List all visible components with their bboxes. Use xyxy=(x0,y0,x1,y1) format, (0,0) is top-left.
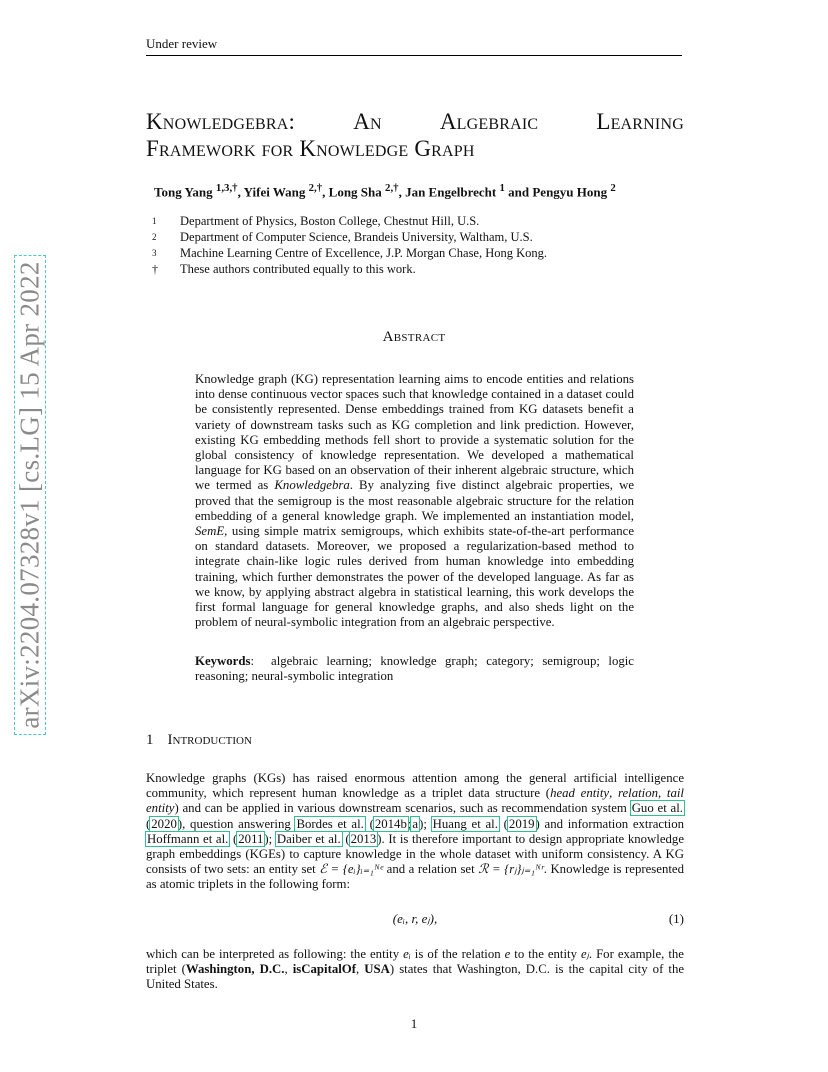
keywords-label: Keywords xyxy=(195,654,251,668)
title-line-1 xyxy=(146,108,684,135)
equation-1 xyxy=(146,911,684,927)
citation-year-link[interactable]: 2014b xyxy=(374,816,407,831)
title-word: Knowledgebra: xyxy=(146,109,296,134)
affiliation-text: Department of Physics, Boston College, Chestnut Hill, U.S. xyxy=(180,214,480,228)
arxiv-stamp[interactable] xyxy=(14,255,46,735)
math-symbol: e xyxy=(504,947,511,961)
section-number: 1 xyxy=(146,732,154,748)
affiliation-item xyxy=(152,245,547,261)
affiliation-text: These authors contributed equally to this work. xyxy=(180,262,416,276)
intro-paragraph: Knowledge graphs (KGs) has raised enormous attention among the general artificial intelligence community, which represent human knowledge as a triplet data structure (head entity, relation, tail entity) and can be applied in various downstream scenarios, such as recommendation system Guo et al. (2020), question answering Bordes et al. (2014b;a); Huang et al. (2019) and information extraction Hoffmann et al. (2011); Daiber et al. (2013). It is therefore important to design appropriate knowledge graph embeddings (KGEs) to capture knowledge in the whole dataset with uniform consistency. A KG consists of two sets: an entity set ℰ = {eᵢ}ᵢ₌₁ᴺᵉ and a relation set ℛ = {rⱼ}ⱼ₌₁ᴺʳ. Knowledge is represented as atomic triplets in the following form: xyxy=(146,771,685,892)
intro-emphasis: relation xyxy=(617,786,659,801)
citation-link[interactable]: Hoffmann et al. xyxy=(147,831,229,846)
running-head: Under review xyxy=(146,36,682,56)
paragraph-text: is of the relation xyxy=(410,947,505,961)
intro-text: ; xyxy=(268,831,276,846)
author-name: Jan Engelbrecht xyxy=(405,184,497,200)
author-name: Pengyu Hong xyxy=(532,184,608,200)
example-paragraph xyxy=(146,947,684,993)
citation-year-link[interactable]: 2011 xyxy=(238,831,264,846)
intro-text: ; xyxy=(423,816,432,831)
math-symbol: eᵢ xyxy=(403,947,411,961)
equation-number: (1) xyxy=(668,911,684,926)
arxiv-identifier[interactable]: arXiv:2204.07328v1 [cs.LG] 15 Apr 2022 xyxy=(14,261,45,729)
affiliation-mark: 1 xyxy=(152,216,157,226)
affiliation-mark: 2 xyxy=(152,232,157,242)
affiliation-item xyxy=(152,229,547,245)
keywords-text: algebraic learning; knowledge graph; category; semigroup; logic reasoning; neural-symbolic integration xyxy=(195,654,634,684)
intro-text: . It is therefore important to design appropriate knowledge graph embeddings (KGEs) to capture knowledge in the whole dataset with uniform consistency. A KG consists of two sets: an entity set xyxy=(146,831,685,877)
citation-link[interactable]: Huang et al. xyxy=(432,816,498,831)
citation-link[interactable]: Daiber et al. xyxy=(276,831,341,846)
author-name: Yifei Wang xyxy=(243,184,306,200)
author-affil-sup: 1 xyxy=(499,182,505,194)
abstract-segment: Knowledge graph (KG) representation learning aims to encode entities and relations into dense continuous vector spaces such that knowledge contained in a dataset could be consistently represented. Dense embeddings trained from KG datasets benefit a variety of downstream tasks such as KG completion and link prediction. However, existing KG embedding methods fell short to provide a systematic solution for the global consistency of knowledge representation. We developed a mathematical language for KG based on an observation of their inherent algebraic structure, which we termed as xyxy=(195,372,634,493)
author-affil-sup: 2,† xyxy=(308,182,323,194)
affiliation-item xyxy=(152,213,547,229)
affiliation-list xyxy=(152,213,547,277)
intro-emphasis: head entity xyxy=(550,786,610,801)
title-word: An xyxy=(353,109,382,134)
intro-text: and information extraction xyxy=(539,816,685,831)
affiliation-text: Department of Computer Science, Brandeis University, Waltham, U.S. xyxy=(180,230,533,244)
paragraph-text: to the entity xyxy=(510,947,581,961)
author-affil-sup: 1,3,† xyxy=(215,182,238,194)
keywords: Keywords: algebraic learning; knowledge graph; category; semigroup; logic reasoning; neural-symbolic integration xyxy=(195,654,634,684)
intro-text: , xyxy=(609,786,618,801)
abstract-emphasis: Knowledgebra xyxy=(274,478,350,493)
intro-emphasis: tail entity xyxy=(146,786,684,816)
paragraph-text: . For example, the triplet ( xyxy=(146,947,684,977)
abstract-segment: , using simple matrix semigroups, which exhibits state-of-the-art performance on standard datasets. Moreover, we proposed a regularization-based method to integrate chain-like logic rules derived from human knowledge into embedding training, which further demonstrates the power of the developed language. As far as we know, by applying abstract algebra in statistical learning, this work develops the first formal language for general knowledge graphs, and also sheds light on the problem of neural-symbolic integration from an algebraic perspective. xyxy=(195,524,634,630)
math-symbol: eⱼ xyxy=(580,947,589,961)
paper-title xyxy=(146,108,684,162)
title-word: Algebraic xyxy=(439,109,539,134)
intro-text: Knowledge graphs (KGs) has raised enormous attention among the general artificial intelligence community, which represent human knowledge as a triplet data structure ( xyxy=(146,771,684,801)
citation-link[interactable]: Guo et al. xyxy=(631,801,683,816)
section-heading xyxy=(146,732,252,749)
author-affil-sup: 2 xyxy=(610,182,616,194)
paragraph-text: which can be interpreted as following: the entity xyxy=(146,947,404,961)
title-word: Learning xyxy=(596,109,684,134)
citation-year-link[interactable]: 2020 xyxy=(151,816,177,831)
title-line-2: Framework for Knowledge Graph xyxy=(146,136,475,161)
abstract-emphasis: SemE xyxy=(195,524,225,539)
page-number: 1 xyxy=(410,1016,418,1031)
triplet-tail: USA xyxy=(364,962,390,977)
intro-text: , question answering xyxy=(182,816,296,831)
author-affil-sup: 2,† xyxy=(385,182,399,194)
section-title: Introduction xyxy=(167,732,252,748)
abstract-heading: Abstract xyxy=(382,329,446,345)
citation-year-link[interactable]: 2019 xyxy=(508,816,535,831)
paragraph-text: , xyxy=(284,962,293,977)
citation-year-link[interactable]: a xyxy=(412,816,419,831)
author-name: Long Sha xyxy=(328,184,382,200)
author-list: Tong Yang $^{1,3,\dagger}$, Yifei Wang $^{2,\dagger}$, Long Sha $^{2,\dagger}$, Jan Engelbrecht $^1$ and Pengyu Hong $^2$ xyxy=(154,182,616,200)
triplet-relation: isCapitalOf xyxy=(292,962,357,977)
affiliation-item xyxy=(152,261,547,277)
math-entity-set: ℰ = {eᵢ}ᵢ₌₁ᴺᵉ xyxy=(319,862,384,877)
equation-expression: (eᵢ, r, eⱼ), xyxy=(392,911,438,926)
intro-text: . Knowledge is represented as atomic triplets in the following form: xyxy=(146,862,684,892)
affiliation-mark: 3 xyxy=(152,248,157,258)
author-name: Tong Yang xyxy=(154,184,213,200)
triplet-head: Washington, D.C. xyxy=(185,962,285,977)
citation-year-link[interactable]: 2013 xyxy=(350,831,377,846)
math-relation-set: ℛ = {rⱼ}ⱼ₌₁ᴺʳ xyxy=(478,862,544,877)
paragraph-text: , xyxy=(356,962,365,977)
intro-text: , xyxy=(658,786,667,801)
affiliation-mark: † xyxy=(152,262,158,276)
affiliation-text: Machine Learning Centre of Excellence, J.P. Morgan Chase, Hong Kong. xyxy=(180,246,548,260)
intro-text: and a relation set xyxy=(383,862,479,877)
paragraph-text: ) states that Washington, D.C. is the capital city of the United States. xyxy=(146,962,685,992)
intro-text: ) and can be applied in various downstream scenarios, such as recommendation system xyxy=(174,801,631,816)
abstract-text xyxy=(195,372,634,630)
abstract-segment: . By analyzing five distinct algebraic properties, we proved that the semigroup is the most reasonable algebraic structure for the relation embedding of a general knowledge graph. We implemented an instantiation model, xyxy=(195,478,634,523)
citation-link[interactable]: Bordes et al. xyxy=(296,816,364,831)
